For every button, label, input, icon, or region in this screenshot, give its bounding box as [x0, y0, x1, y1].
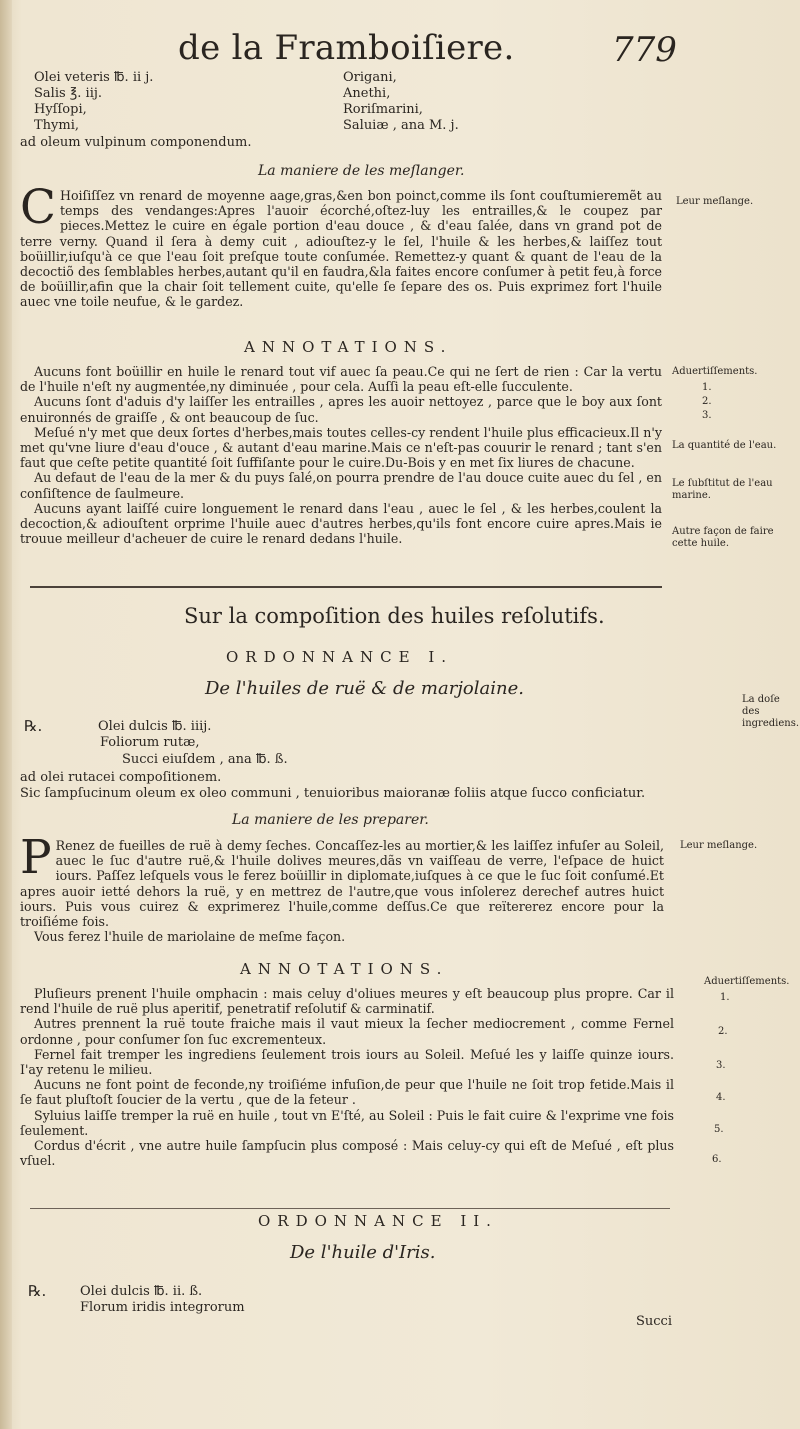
margin-number: 6.: [712, 1154, 722, 1165]
running-header-title: de la Framboiſiere.: [178, 28, 515, 68]
paragraph: Fernel fait tremper les ingrediens ſeulement trois iours au Soleil. Meſué les y laiſſe quinze iours. I'ay retenu le milieu.: [20, 1046, 674, 1078]
divider-rule: [30, 1208, 670, 1209]
paragraph: Pluſieurs prenent l'huile omphacin : mais celuy d'oliues meures y eſt beaucoup plus propre. Car il rend l'huile de ruë plus aperitif, penetratif reſolutif & carminatif.: [20, 986, 674, 1017]
paragraph: PRenez de fueilles de ruë à demy ſeches. Concaſſez-les au mortier,& les laiſſez infuſer au Soleil, auec le ſuc d'autre ruë,& l'huile dolives meures,dãs vn vaiſſeau de verre, l'eſpace de huict iours. Paſſez leſquels vous le ferez boüillir in diplomate,iuſques à ce que le ſuc ſoit conſumé.Et apres auoir ietté dehors la ruë, y en mettrez de l'autre,que vous inſolerez derechef autres huict iours. Puis vous cuirez & exprimerez l'huile,comme deſſus.Ce que reïtererez encore pour la troiſiéme fois.: [20, 830, 664, 930]
paragraph: Cordus d'écrit , vne autre huile ſampſucin plus composé : Mais celuy-cy qui eſt de Meſué , eſt plus vſuel.: [20, 1138, 674, 1169]
recipe-note: Sic ſampſucinum oleum ex oleo communi , tenuioribus maioranæ foliis atque ſucco conficiatur.: [20, 786, 646, 801]
margin-number: 1.: [720, 992, 730, 1003]
catchword: Succi: [636, 1314, 672, 1329]
paragraph: Syluius laiſſe tremper la ruë en huile , tout vn E'ſté, au Soleil : Puis le fait cuire & l'exprime vne fois ſeulement.: [20, 1107, 674, 1138]
ingredient-line: Olei veteris ℔. ii j.: [34, 70, 154, 85]
margin-note-meslange-2: Leur meſlange.: [680, 840, 758, 851]
recipe-ingredient: Foliorum rutæ,: [100, 735, 200, 750]
annotations-heading-2: ANNOTATIONS.: [240, 960, 449, 978]
margin-number: 2.: [718, 1026, 728, 1037]
ordonnance-subtitle-2: De l'huile d'Iris.: [290, 1242, 436, 1263]
recipe-ingredient: Olei dulcis ℔. ii. ß.: [80, 1284, 203, 1299]
section-title-preparer: La maniere de les preparer.: [232, 812, 429, 828]
margin-number: 2.: [702, 396, 712, 407]
ingredient-line: Hyſſopi,: [34, 102, 87, 117]
margin-number: 3.: [716, 1060, 726, 1071]
page-gutter-shadow: [0, 0, 12, 1429]
ingredients-purpose: ad oleum vulpinum componendum.: [20, 135, 252, 150]
paragraph: Autres prennent la ruë toute fraiche mais il vaut mieux la ſecher mediocrement , comme Fernel ordonne , pour conſumer ſon ſuc excrementeux.: [20, 1016, 674, 1047]
section1-body: [20, 180, 662, 310]
margin-note-substitut: Le ſubſtitut de l'eau marine.: [672, 478, 773, 501]
margin-number: 3.: [702, 410, 712, 421]
ingredient-line: Saluiæ , ana M. j.: [343, 118, 459, 133]
margin-note-meslange: Leur meſlange.: [676, 196, 754, 207]
margin-note-quantite: La quantité de l'eau.: [672, 440, 777, 451]
margin-note-advertissements-2: Aduertiſſements.: [704, 976, 790, 987]
ordonnance-heading-1: ORDONNANCE I.: [226, 648, 454, 666]
paragraph: Aucuns ſont d'aduis d'y laiſſer les entrailles , apres les auoir nettoyez , parce que le boy aux ſont enuironnés de graiſſe , & ont beaucoup de ſuc.: [20, 394, 662, 425]
ingredient-line: Anethi,: [343, 86, 391, 101]
paragraph: Aucuns font boüillir en huile le renard tout vif auec ſa peau.Ce qui ne ſert de rien : Car la vertu de l'huile n'eſt ny augmentée,ny diminuée , pour cela. Auſſi la peau eſt-elle ſucculente.: [20, 364, 662, 395]
margin-number: 1.: [702, 382, 712, 393]
recipe-symbol: ℞.: [24, 717, 43, 735]
paragraph: CHoiſiſſez vn renard de moyenne aage,gras,&en bon poinct,comme ils ſont couſtumieremẽt au temps des vendanges:Apres l'auoir écorché,oſtez-luy les entrailles,& le coupez par pieces.Mettez le cuire en égale portion d'eau douce , & d'eau ſalée, dans vn grand pot de terre verny. Quand il ſera à demy cuit , adiouſtez-y le ſel, l'huile & les herbes,& laiſſez tout boüillir,iuſqu'à ce que l'eau ſoit preſque toute conſumée. Remettez-y quant & quant de l'eau de la decoctiõ des ſemblables herbes,autant qu'il en faudra,&la faites encore conſumer à petit feu,à force de boüillir,afin que la chair ſoit tellement cuite, qu'elle ſe ſepare des os. Puis exprimez fort l'huile auec vne toile neufue, & le gardez.: [20, 180, 662, 310]
paragraph: Vous ferez l'huile de mariolaine de meſme façon.: [34, 929, 346, 945]
recipe-ingredient: Succi eiuſdem , ana ℔. ß.: [122, 752, 288, 767]
recipe-ingredient: Olei dulcis ℔. iiij.: [98, 719, 212, 734]
paragraph: Aucuns ne font point de feconde,ny troiſiéme infuſion,de peur que l'huile ne ſoit trop fetide.Mais il ſe faut pluſtoſt ſoucier de la vertu , que de la feteur .: [20, 1077, 674, 1108]
section2-body: [20, 830, 664, 945]
margin-note-advertissements: Aduertiſſements.: [672, 366, 758, 377]
ingredients-left-column: [34, 70, 153, 134]
paragraph: Meſué n'y met que deux ſortes d'herbes,mais toutes celles-cy rendent l'huile plus efficacieux.Il n'y met qu'vne liure d'eau d'ouce , & autant d'eau marine.Mais ce n'eſt-pas couurir le renard ; tant s'en faut que ceſte petite quantité ſoit ſuffiſante pour le cuire.Du-Bois y en met ſix liures de chacune.: [20, 424, 662, 471]
recipe-purpose: ad olei rutacei compoſitionem.: [20, 770, 222, 785]
ordonnance-subtitle-1: De l'huiles de ruë & de marjolaine.: [205, 678, 524, 699]
margin-number: 4.: [716, 1092, 726, 1103]
paragraph: Aucuns ayant laiſſé cuire longuement le renard dans l'eau , auec le ſel , & les herbes,coulent la decoction,& adiouſtent orprime l'huile auec d'autres herbes,qu'ils font encore cuire apres.Mais ie trouue meilleur d'acheuer de cuire le renard dedans l'huile.: [20, 500, 662, 547]
ingredient-line: Salis ℥. iij.: [34, 86, 103, 101]
divider-rule: [30, 586, 662, 588]
annotations1-body: [20, 364, 662, 546]
section-title-meslange: La maniere de les meſlanger.: [258, 163, 465, 179]
annotations2-body: [20, 986, 674, 1168]
page-number: 779: [612, 30, 677, 70]
chapter-title: Sur la compoſition des huiles reſolutifs.: [184, 604, 605, 628]
paragraph: Au defaut de l'eau de la mer & du puys ſalé,on pourra prendre de l'au douce cuite auec du ſel , en conſiſtence de ſaulmeure.: [20, 470, 662, 501]
ingredient-line: Thymi,: [34, 118, 80, 133]
margin-note-autre-facon: Autre façon de faire cette huile.: [672, 526, 774, 549]
margin-number: 5.: [714, 1124, 724, 1135]
recipe-ingredient: Florum iridis integrorum: [80, 1300, 245, 1315]
ordonnance-heading-2: ORDONNANCE II.: [258, 1212, 498, 1230]
ingredient-line: Origani,: [343, 70, 397, 85]
ingredient-line: Roriſmarini,: [343, 102, 423, 117]
margin-note-dose: La doſe des ingrediens.: [742, 694, 800, 729]
annotations-heading: ANNOTATIONS.: [244, 338, 453, 356]
recipe-symbol: ℞.: [28, 1282, 47, 1300]
ingredients-right-column: [343, 70, 459, 134]
